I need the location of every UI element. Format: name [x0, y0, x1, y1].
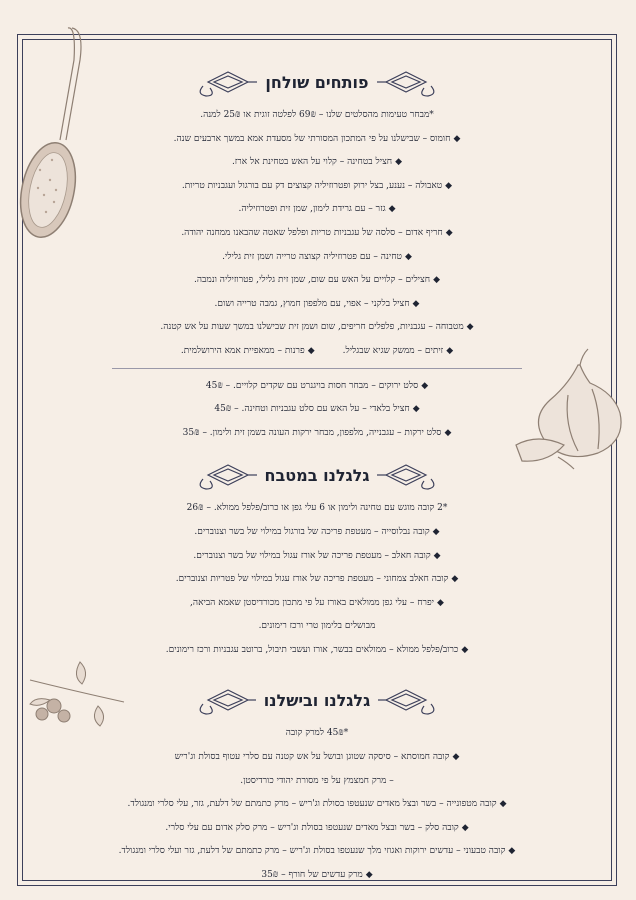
- menu-line: מבושלים בלימון טרי ורכז רימונים.: [258, 621, 376, 632]
- menu-line: ◆חציל בלקני – אפוי, עם מלפפון חמוץ, גמבה טרייה ושום.: [214, 298, 420, 309]
- section-header: [28, 64, 606, 100]
- menu-line: ◆יפרח – עלי גפן ממולאים באורז על פי מתכון מכורדיסטן שאמא הביאה,: [190, 597, 444, 608]
- section-title: גלגלנו ובישלנו: [256, 691, 378, 710]
- menu-line: ◆גזר – עם גרידת לימון, שמן זית ופטרוזיליה.: [238, 204, 396, 215]
- diamond-bullet-icon: ◆: [499, 799, 507, 810]
- divider-line: [112, 368, 522, 369]
- menu-line: ◆מטבוחה – עגבניות, פלפלים חריפים, שום ושמן זית שבישלנו במשך שעות על אש קטנה.: [160, 322, 474, 333]
- menu-line: ◆קובה סלק – בשר ובצל מאדים שנעטפו בסולת וג'ריש – מרק סלק אדום עם עלי סלרי.: [165, 822, 469, 833]
- section-kitchen-rolled: [28, 457, 606, 662]
- diamond-bullet-icon: ◆: [466, 322, 474, 333]
- diamond-bullet-icon: ◆: [452, 752, 460, 763]
- menu-line: ◆קובה חאלב צמחוני – מעטפת פריכה של אורז עגול במילוי של פטריות וצנוברים.: [175, 574, 459, 585]
- menu-line: *2 קובה מוגש עם טחינה ולימון או 6 עלי גפן או כרוב/פלפל ממולא. – 26₪: [186, 503, 448, 514]
- section-header: [28, 457, 606, 493]
- diamond-bullet-icon: ◆: [307, 345, 315, 356]
- diamond-bullet-icon: ◆: [421, 380, 429, 391]
- menu-line: – מרק חמצמץ על פי מסורת יהודי כורדיסטן.: [240, 775, 394, 786]
- diamond-bullet-icon: ◆: [388, 204, 396, 215]
- section-title: גלגלנו במטבח: [257, 466, 378, 485]
- section-appetizers: [28, 44, 606, 445]
- diamond-bullet-icon: ◆: [508, 846, 516, 857]
- menu-line: ◆קובה חמוסתא – סיסקה שטוגן ובושל על אש קטנה עם סלרי עטוף בסולת וג'ריש: [174, 752, 460, 763]
- menu-line: ◆קובה טבעוני – עדשים ירוקות ואגוזי מלך שנעטפו בסולת וג'ריש – מרק כתמתם של דלעת, גזר ועלי סלרי ומנגולד.: [118, 846, 516, 857]
- section-rolled-cooked: [28, 682, 606, 887]
- menu-line: ◆חציל בלאדי – על האש עם סלט עגבניות וטחינה. – 45₪: [214, 404, 420, 415]
- section-header: [28, 682, 606, 718]
- menu-line: ◆חריף אדום – סלסה של עגבניות טריות ופלפל שאטה שהבאנו ממחנה יהודה.: [181, 227, 453, 238]
- diamond-bullet-icon: ◆: [461, 644, 469, 655]
- menu-line: ◆קובה מטפונייה – בשר ובצל מאדים שנעטפו בסולת וג'ריש – מרק כתמתם של דלעת, גזר, עלי סלרי ומנגולד.: [127, 799, 507, 810]
- menu-line: ◆טחינה – עם פטרוזיליה קצוצה טרייה ושמן זית גלילי.: [222, 251, 412, 262]
- diamond-bullet-icon: ◆: [446, 345, 454, 356]
- diamond-bullet-icon: ◆: [433, 550, 441, 561]
- menu-line: ◆כרוב/פלפל ממולא – ממולאים בבשר, אורז ועשבי תיבול, ברוטב עגבניות ורכז רימונים.: [165, 644, 469, 655]
- menu-line: ◆חצילים – קלויים על האש עם שום, שמן זית גלילי, פטרוזיליה ונמבה.: [193, 275, 441, 286]
- diamond-bullet-icon: ◆: [453, 133, 461, 144]
- section-title: פותחים שולחן: [257, 73, 376, 92]
- diamond-bullet-icon: ◆: [444, 427, 452, 438]
- menu-line: ◆סלט ירקות – עגבנייה, מלפפון, מבחר ירקות העונה בשמן זית ולימון. – 35₪: [182, 427, 452, 438]
- menu-line-pair: ◆זיתים – ממשק שגיא שבגליל.◆פרנות – ממאפיית אמא הירושלמית.: [180, 345, 454, 356]
- menu-line: ◆מרק עדשים של חורף – 35₪: [261, 870, 373, 881]
- menu-page: [28, 44, 606, 888]
- diamond-bullet-icon: ◆: [412, 298, 420, 309]
- diamond-bullet-icon: ◆: [445, 180, 453, 191]
- diamond-bullet-icon: ◆: [451, 574, 459, 585]
- menu-line: *45₪ למרק קובה: [285, 728, 349, 739]
- menu-line: ◆חומוס – שבישלנו על פי המתכון המסורתי של מסעדת אמא במשך ארבעים שנה.: [173, 133, 461, 144]
- diamond-bullet-icon: ◆: [437, 597, 444, 608]
- menu-line: ◆חציל בטחינה – קלוי על האש בטחינת אל ארז.: [231, 157, 403, 168]
- menu-line: ◆קובה חאלב – מעטפת פריכה של אורז עגול במילוי של בשר וצנוברים.: [193, 550, 441, 561]
- diamond-bullet-icon: ◆: [433, 275, 441, 286]
- diamond-bullet-icon: ◆: [405, 251, 412, 262]
- diamond-bullet-icon: ◆: [461, 822, 469, 833]
- diamond-bullet-icon: ◆: [412, 404, 420, 415]
- menu-line: ◆טאבולה – נענע, בצל ירוק ופטרוזיליה קצוצים דק עם בורגול ועגבניות טריות.: [181, 180, 453, 191]
- diamond-bullet-icon: ◆: [365, 870, 373, 881]
- diamond-bullet-icon: ◆: [445, 227, 453, 238]
- diamond-bullet-icon: ◆: [395, 157, 403, 168]
- diamond-bullet-icon: ◆: [432, 526, 440, 537]
- menu-line: ◆סלט ירוקים – מבחר חסות בויגנרט עם שקדים קלויים. – 45₪: [205, 380, 429, 391]
- menu-line: *מבחר טעימות מהסלטים שלנו – 69₪ לפלטה זוגית או 25₪ למנה.: [200, 110, 434, 120]
- menu-line: ◆קובה נבלוסייה – מעטפת פריכה של בורגול במילוי של בשר וצנוברים.: [194, 526, 440, 537]
